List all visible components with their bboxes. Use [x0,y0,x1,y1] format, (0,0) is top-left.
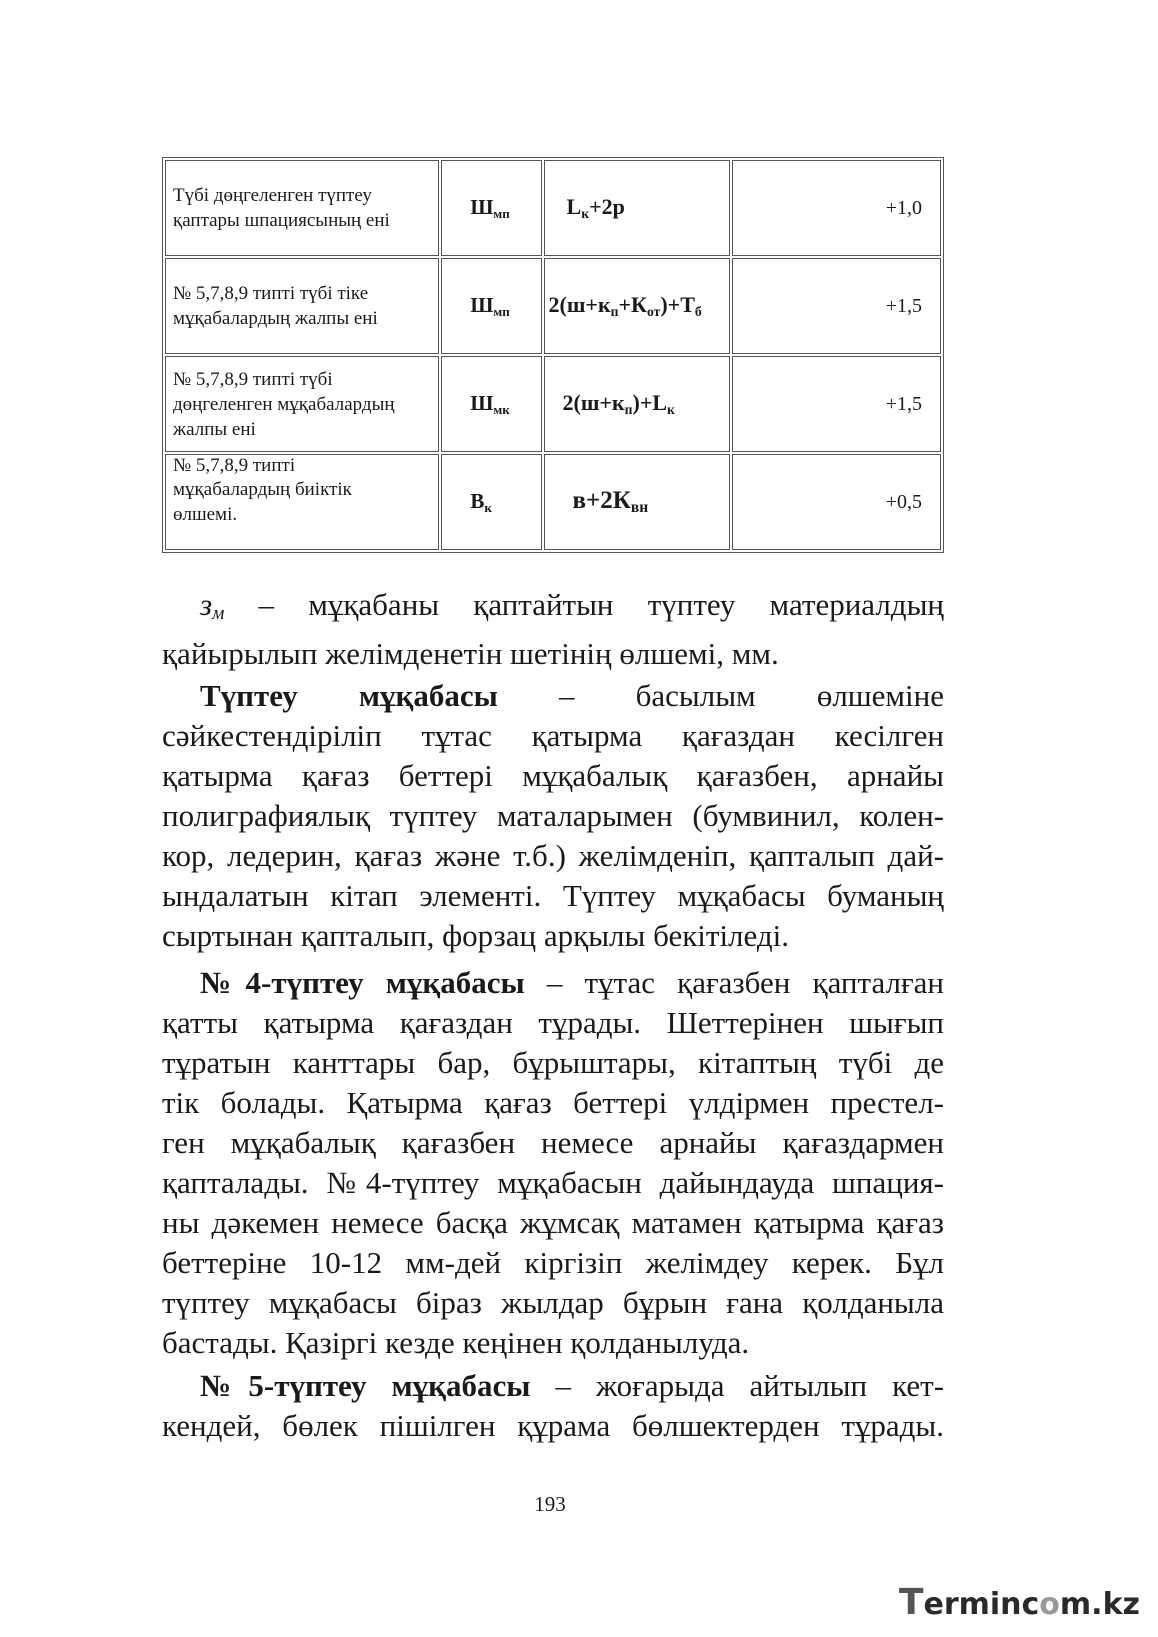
text-line: қатырма қағаз беттері мұқабалық қағазбен, арнайы [162,758,944,793]
formula-subscript: п [610,304,619,319]
row-name-line: Түбі дөңгеленген түптеу [173,185,372,206]
row-name-line: № 5,7,8,9 типті [173,455,296,476]
row-name-line: өлшемі. [173,504,238,525]
row-tolerance-cell: +1,5 [732,258,941,354]
symbol-subscript: мп [493,303,510,319]
formula-rest: +2р [589,194,625,219]
formula-rest: +К [618,292,647,317]
row-name-cell [165,356,439,452]
row-name-line: № 5,7,8,9 типті түбі [173,368,333,390]
row-tolerance-cell: +1,0 [732,160,941,256]
text-line: тұратын канттары бар, бұрыштары, кітаптың түбі де [162,1045,944,1080]
row-formula-cell [544,258,730,354]
formula-subscript: п [624,402,633,417]
formula-rest: )+L [632,390,668,415]
row-tolerance-cell: +0,5 [732,454,941,550]
row-symbol-cell [441,356,541,452]
formula-subscript: б [694,304,702,319]
symbol-subscript: к [484,499,492,515]
term: Түптеу мұқабасы [200,678,498,713]
text-line: кендей, бөлек пішілген құрама бөлшектерден тұрады. [162,1408,944,1443]
row-name-line: № 5,7,8,9 типті түбі тіке [173,283,369,304]
row-tolerance-cell: +1,5 [732,356,941,452]
text-line: ындалатын кітап элементі. Түптеу мұқабасы буманың [162,878,944,913]
formula: в+2К [572,487,631,514]
row-formula-cell [544,454,730,550]
text-line: бастады. Қазіргі кезде кеңінен қолданылуда. [162,1325,750,1360]
text-line: тік болады. Қатырма қағаз беттері үлдірмен престел- [162,1085,944,1120]
term: №5-түптеу мұқабасы [200,1368,531,1403]
table-row [165,160,941,256]
formula-subscript: вн [630,499,649,516]
paragraph-no5-tupteu-mukabasy [162,1366,944,1446]
parameters-table [162,157,944,553]
text-line: қайырылып желімденетін шетінің өлшемі, мм. [162,636,779,671]
row-formula-cell [544,356,730,452]
term: №4-түптеу мұқабасы [200,965,525,1000]
formula-subscript: к [667,402,675,417]
text-line: ны дәкемен немесе басқа жұмсақ матамен қатырма қағаз [162,1205,944,1240]
formula: 2(ш+к [562,390,625,415]
table-row [165,258,941,354]
formula-end: )+Т [660,292,695,317]
symbol: Ш [470,292,494,317]
row-name-cell [165,258,439,354]
text-line: кор, ледерин, қағаз және т.б.) желімденіп, қапталып дай- [162,838,944,873]
variable: $з_м$ [200,587,225,624]
row-symbol-cell [441,160,541,256]
symbol-subscript: мк [493,401,510,417]
table-row [165,454,941,550]
row-symbol-cell [441,454,541,550]
text-line: – жоғарыда айтылып кет- [555,1368,945,1403]
symbol: Ш [470,390,494,415]
text-line: қапталады. №4-түптеу мұқабасын дайындауда шпация- [162,1165,944,1200]
text-line: ген мұқабалық қағазбен немесе арнайы қағаздармен [162,1125,944,1160]
row-name-line: дөңгеленген мұқабалардың [173,393,395,415]
row-symbol-cell [441,258,541,354]
row-name-cell [165,160,439,256]
symbol-subscript: мп [493,205,510,221]
text-line: – мұқабаны қаптайтын түптеу материалдың [258,587,944,622]
text-line: полиграфиялық түптеу маталарымен (бумвинил, колен- [162,798,944,833]
formula-subscript: от [647,304,661,319]
text-line: сәйкестендіріліп тұтас қатырма қағаздан кесілген [162,718,944,753]
watermark-logo: Termincom.kz [898,1582,1140,1623]
text-line: – тұтас қағазбен қапталған [546,965,945,1000]
page-number: 193 [534,1492,566,1516]
table-row [165,356,941,452]
formula: 2(ш+к [548,292,611,317]
text-line: сыртынан қапталып, форзац арқылы бекітіледі. [162,918,790,953]
paragraph-no4-tupteu-mukabasy [162,963,944,1363]
row-name-cell [165,454,439,550]
symbol: Ш [470,194,494,219]
row-formula-cell [544,160,730,256]
row-name-line: мұқабалардың жалпы ені [173,308,378,329]
text-line: беттеріне 10-12 мм-дей кіргізіп желімдеу керек. Бұл [162,1245,944,1280]
text-line: – басылым өлшеміне [559,678,945,713]
row-name-line: қаптары шпациясының ені [173,210,390,231]
row-name-line: жалпы ені [173,418,256,440]
row-name-line: мұқабалардың биіктік [173,479,352,500]
paragraph-definition-zm [162,585,944,674]
text-line: қатты қатырма қағаздан тұрады. Шеттерінен шығып [162,1005,944,1040]
symbol: В [470,488,485,513]
paragraph-tupteu-mukabasy [162,676,944,956]
text-line: түптеу мұқабасы біраз жылдар бұрын ғана қолданыла [162,1285,944,1320]
formula: L [566,194,582,219]
formula-subscript: к [581,206,590,221]
